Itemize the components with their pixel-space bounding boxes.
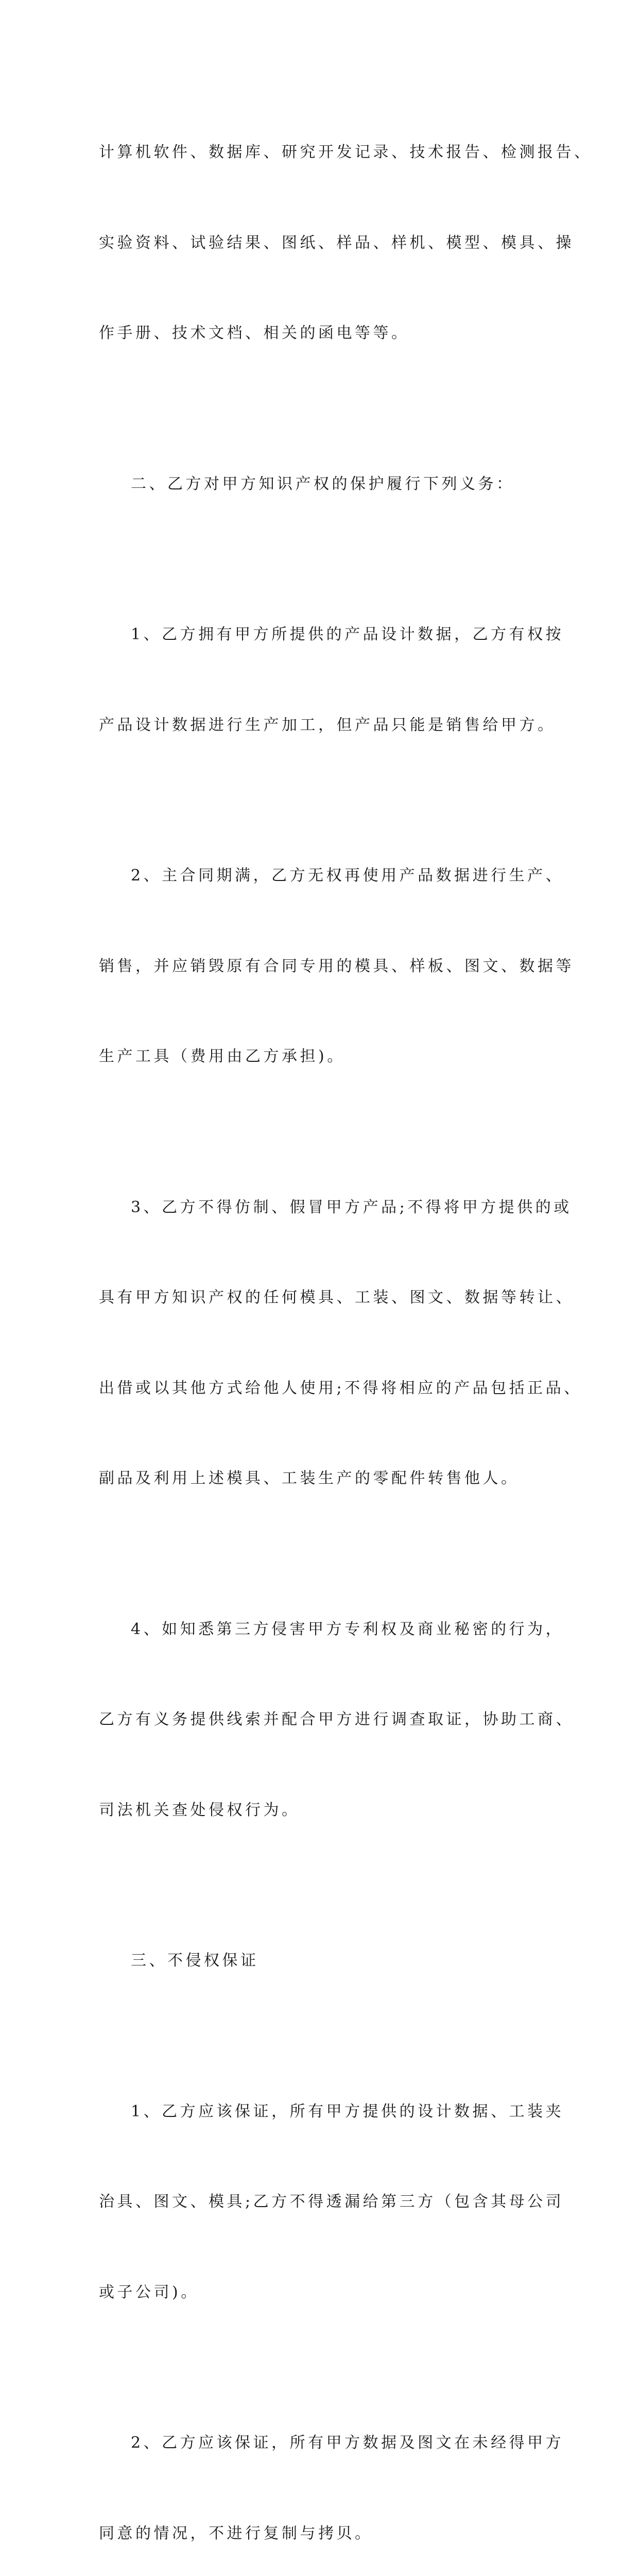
section-heading-2 xyxy=(99,409,544,560)
text-line: 计算机软件、数据库、研究开发记录、技术报告、检测报告、 xyxy=(99,143,593,161)
text-line: 副品及利用上述模具、工装生产的零配件转售他人。 xyxy=(99,1469,520,1487)
text-line: 或子公司)。 xyxy=(99,2283,199,2301)
text-line: 2、乙方应该保证，所有甲方数据及图文在未经得甲方 xyxy=(131,2434,564,2452)
paragraph-continuation xyxy=(99,77,593,409)
clause-2-3 xyxy=(99,1132,582,1554)
text-line: 产品设计数据进行生产加工，但产品只能是销售给甲方。 xyxy=(99,716,556,734)
text-line: 4、如知悉第三方侵害甲方专利权及商业秘密的行为， xyxy=(131,1620,564,1638)
text-line: 三、不侵权保证 xyxy=(131,1952,259,1970)
text-line: 同意的情况，不进行复制与拷贝。 xyxy=(99,2524,373,2543)
text-line: 1、乙方拥有甲方所提供的产品设计数据，乙方有权按 xyxy=(131,625,564,643)
text-line: 乙方有义务提供线索并配合甲方进行调查取证，协助工商、 xyxy=(99,1710,574,1728)
text-line: 实验资料、试验结果、图纸、样品、样机、模型、模具、操 xyxy=(99,233,574,252)
text-line: 出借或以其他方式给他人使用;不得将相应的产品包括正品、 xyxy=(99,1379,582,1397)
clause-2-4 xyxy=(99,1554,574,1886)
clause-3-2 xyxy=(99,2368,564,2576)
text-line: 3、乙方不得仿制、假冒甲方产品;不得将甲方提供的或 xyxy=(131,1198,572,1216)
clause-2-2 xyxy=(99,801,574,1132)
section-heading-3 xyxy=(99,1886,544,2037)
clause-2-1 xyxy=(99,560,564,801)
text-line: 司法机关查处侵权行为。 xyxy=(99,1801,300,1819)
text-line: 1、乙方应该保证，所有甲方提供的设计数据、工装夹 xyxy=(131,2102,564,2121)
text-line: 治具、图文、模具;乙方不得透漏给第三方（包含其母公司 xyxy=(99,2193,564,2211)
text-line: 销售，并应销毁原有合同专用的模具、样板、图文、数据等 xyxy=(99,957,574,975)
text-line: 生产工具（费用由乙方承担)。 xyxy=(99,1047,346,1065)
text-line: 二、乙方对甲方知识产权的保护履行下列义务： xyxy=(131,474,515,493)
text-line: 具有甲方知识产权的任何模具、工装、图文、数据等转让、 xyxy=(99,1289,574,1307)
document-page xyxy=(99,77,593,2576)
text-line: 2、主合同期满，乙方无权再使用产品数据进行生产、 xyxy=(131,867,564,885)
clause-3-1 xyxy=(99,2037,564,2368)
text-line: 作手册、技术文档、相关的函电等等。 xyxy=(99,324,410,342)
